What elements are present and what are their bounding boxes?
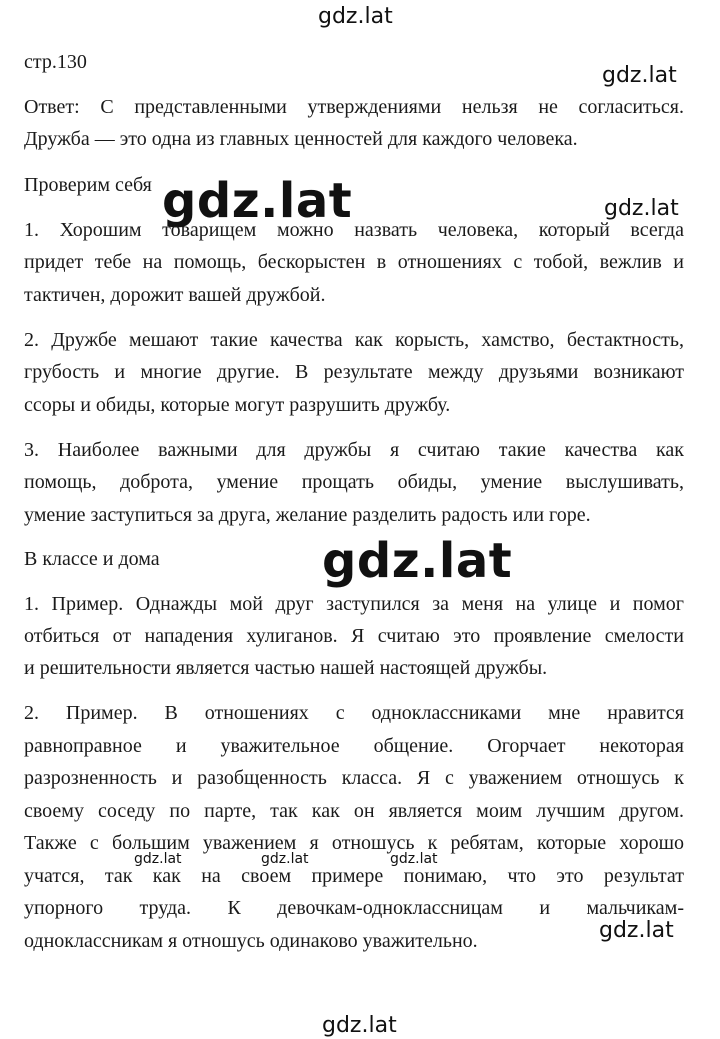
class-item-1-line: отбиться от нападения хулиганов. Я считаю это проявление смелости: [24, 625, 684, 647]
watermark-large-1: gdz.lat: [162, 173, 353, 229]
watermark-small-3: gdz.lat: [390, 851, 438, 867]
check-item-2-line: 2. Дружбе мешают такие качества как корысть, хамство, бестактность,: [24, 329, 684, 351]
watermark-small-2: gdz.lat: [261, 851, 309, 867]
watermark-right-1: gdz.lat: [602, 63, 677, 88]
answer-line: Ответ: С представленными утверждениями нельзя не согласиться.: [24, 96, 684, 118]
watermark-small-1: gdz.lat: [134, 851, 182, 867]
class-item-2-line: учатся, так как на своем примере понимаю, что это результат: [24, 865, 684, 887]
class-item-2-line: упорного труда. К девочкам-одноклассницам и мальчикам-: [24, 897, 684, 919]
check-item-2-line: ссоры и обиды, которые могут разрушить дружбу.: [24, 394, 451, 416]
watermark-right-2: gdz.lat: [604, 196, 679, 221]
watermark-large-2: gdz.lat: [322, 533, 513, 589]
section-heading-class-home: В классе и дома: [24, 548, 160, 570]
check-item-1-line: тактичен, дорожит вашей дружбой.: [24, 284, 326, 306]
watermark-top: gdz.lat: [318, 4, 393, 29]
page-label: стр.130: [24, 51, 87, 73]
check-item-3-line: умение заступиться за друга, желание разделить радость или горе.: [24, 504, 591, 526]
class-item-2-line: 2. Пример. В отношениях с одноклассниками мне нравится: [24, 702, 684, 724]
section-heading-check: Проверим себя: [24, 174, 152, 196]
check-item-1-line: 1. Хорошим товарищем можно назвать человека, который всегда: [24, 219, 684, 241]
check-item-3-line: 3. Наиболее важными для дружбы я считаю такие качества как: [24, 439, 684, 461]
class-item-2-line: Также с большим уважением я отношусь к ребятам, которые хорошо: [24, 832, 684, 854]
class-item-2-line: одноклассникам я отношусь одинаково уважительно.: [24, 930, 478, 952]
check-item-2-line: грубость и многие другие. В результате между друзьями возникают: [24, 361, 684, 383]
check-item-1-line: придет тебе на помощь, бескорыстен в отношениях с тобой, вежлив и: [24, 251, 684, 273]
class-item-1-line: 1. Пример. Однажды мой друг заступился за меня на улице и помог: [24, 593, 684, 615]
class-item-2-line: разрозненность и разобщенность класса. Я с уважением отношусь к: [24, 767, 684, 789]
answer-line: Дружба — это одна из главных ценностей для каждого человека.: [24, 128, 578, 150]
watermark-right-3: gdz.lat: [599, 918, 674, 943]
class-item-1-line: и решительности является частью нашей настоящей дружбы.: [24, 657, 548, 679]
class-item-2-line: своему соседу по парте, так как он является моим лучшим другом.: [24, 800, 684, 822]
check-item-3-line: помощь, доброта, умение прощать обиды, умение выслушивать,: [24, 471, 684, 493]
class-item-2-line: равноправное и уважительное общение. Огорчает некоторая: [24, 735, 684, 757]
watermark-bottom: gdz.lat: [322, 1013, 397, 1038]
